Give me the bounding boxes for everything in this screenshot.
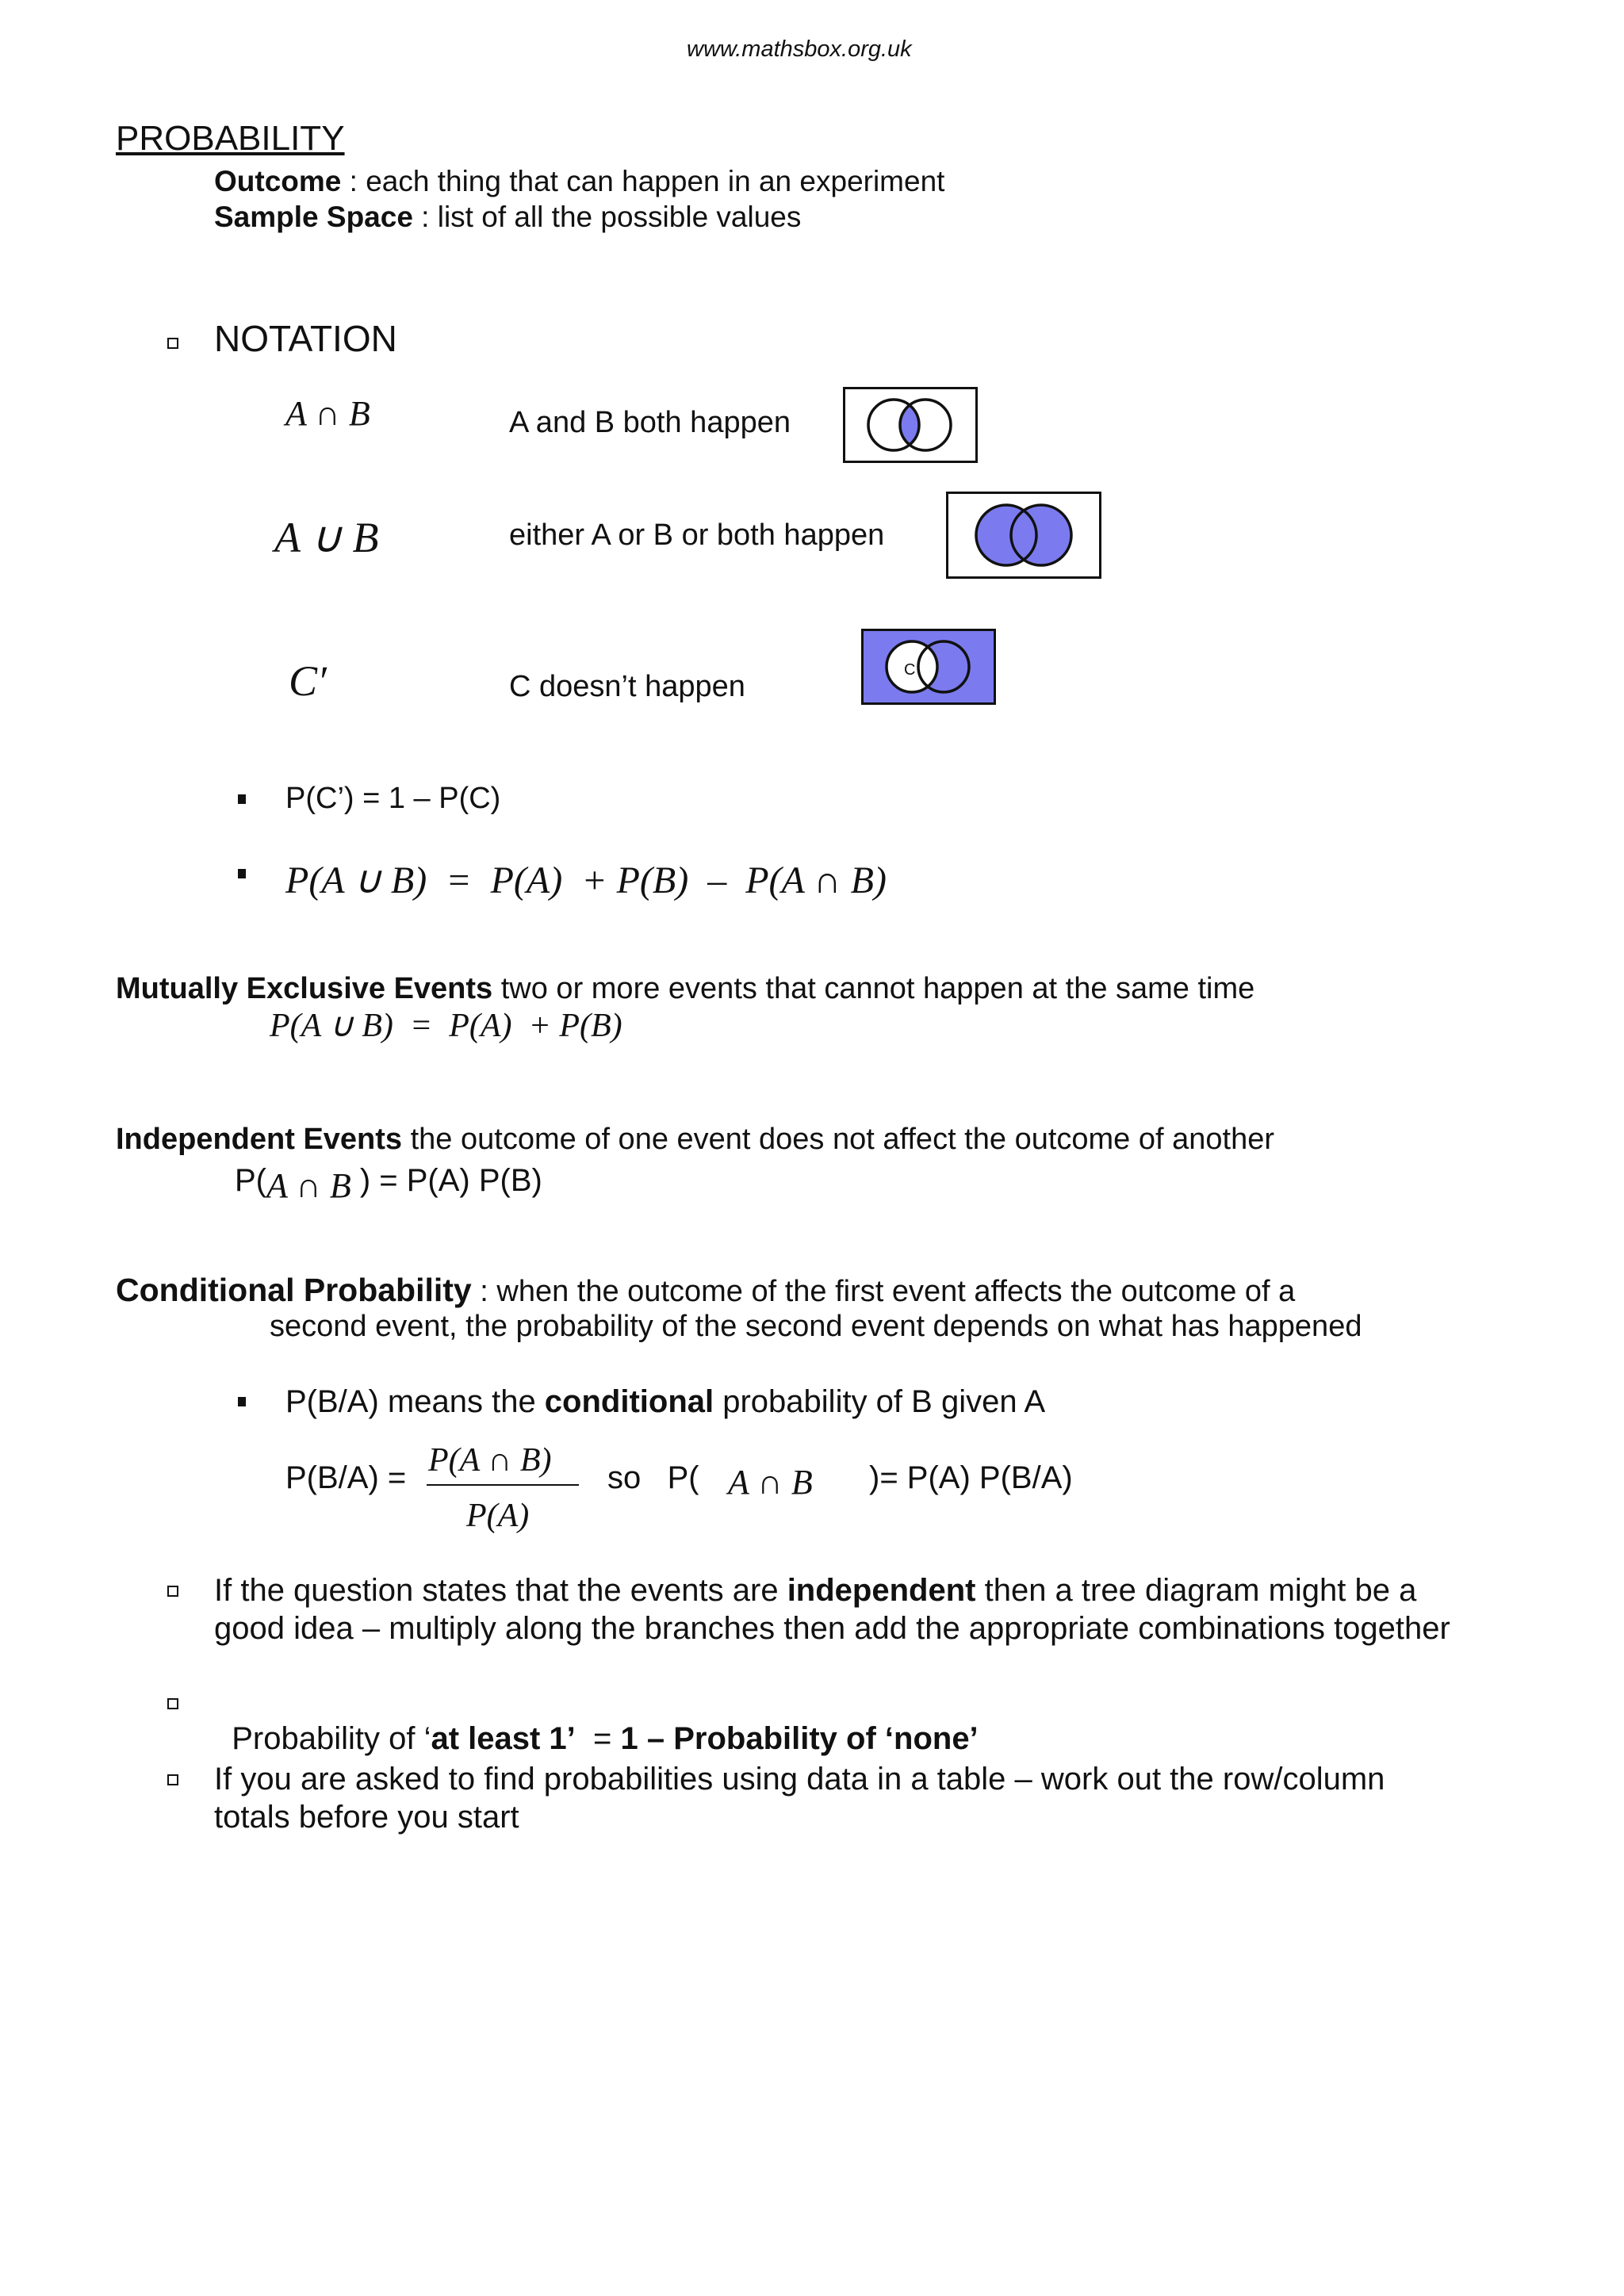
bullet-icon: [238, 794, 246, 804]
conditional-eq-lhs: P(B/A) =: [285, 1460, 407, 1495]
conditional-text-line2: second event, the probability of the second event depends on what has happened: [270, 1310, 1362, 1343]
tip-text: =: [575, 1721, 621, 1756]
checkbox-bullet-icon: [167, 1698, 178, 1709]
tip-independent: [214, 1573, 1416, 1609]
mutually-exclusive-definition: [116, 972, 1254, 1006]
conditional-text: : when the outcome of the first event affects the outcome of a: [471, 1275, 1296, 1308]
venn-complement-label: C: [904, 661, 916, 679]
mutually-exclusive-formula: P(A ∪ B) = P(A) + P(B): [270, 1008, 622, 1044]
tip-bold: 1 – Probability of ‘none’: [620, 1721, 979, 1756]
header-url: www.mathsbox.org.uk: [687, 36, 912, 62]
conditional-eq-numerator: P(A ∩ B): [428, 1442, 552, 1479]
conditional-definition: [116, 1272, 1295, 1309]
tip-bold: at least 1’: [431, 1721, 576, 1756]
tip-text: then a tree diagram might be a: [975, 1573, 1417, 1608]
venn-complement-icon: [861, 629, 996, 705]
page-title: PROBABILITY: [116, 119, 345, 158]
independent-formula-suffix: ) = P(A) P(B): [350, 1163, 542, 1198]
conditional-eq-rhs: )= P(A) P(B/A): [869, 1460, 1073, 1495]
rule-addition: P(A ∪ B) = P(A) + P(B) – P(A ∩ B): [285, 859, 887, 901]
tip-table: If you are asked to find probabilities using data in a table – work out the row/column: [214, 1762, 1385, 1797]
definition-text: : each thing that can happen in an experiment: [341, 165, 945, 197]
checkbox-bullet-icon: [167, 1774, 178, 1785]
tip-bold: independent: [787, 1573, 976, 1608]
definition-sample-space: [214, 201, 801, 234]
independent-text: the outcome of one event does not affect the outcome of another: [402, 1123, 1275, 1156]
definition-text: : list of all the possible values: [412, 201, 802, 233]
checkbox-bullet-icon: [167, 338, 178, 349]
definition-term: Sample Space: [214, 201, 413, 233]
mutually-exclusive-term: Mutually Exclusive Events: [116, 972, 493, 1005]
checkbox-bullet-icon: [167, 1586, 178, 1597]
symbol-intersection: A ∩ B: [285, 394, 370, 433]
notation-heading: NOTATION: [214, 318, 397, 359]
definition-term: Outcome: [214, 165, 342, 197]
tip-text: If the question states that the events are: [214, 1573, 787, 1608]
bullet-icon: [238, 869, 246, 878]
venn-union-icon: [946, 492, 1101, 579]
tip-at-least-one: [214, 1686, 979, 1757]
notation-text-union: either A or B or both happen: [509, 519, 885, 552]
bullet-icon: [238, 1397, 246, 1406]
fraction-line: [427, 1484, 579, 1486]
conditional-term: Conditional Probability: [116, 1272, 472, 1308]
venn-intersection-icon: [843, 387, 978, 463]
independent-term: Independent Events: [116, 1123, 403, 1156]
independent-formula-symbol: A ∩ B: [266, 1166, 351, 1205]
symbol-complement: C′: [289, 657, 327, 705]
definition-outcome: [214, 165, 944, 198]
independent-formula: [235, 1159, 542, 1205]
notation-text-complement: C doesn’t happen: [509, 670, 745, 703]
independent-formula-prefix: P(: [235, 1163, 266, 1198]
conditional-eq-so: so P(: [607, 1460, 699, 1495]
conditional-bullet-bold: conditional: [544, 1384, 714, 1419]
conditional-eq-symbol: A ∩ B: [728, 1463, 813, 1502]
conditional-bullet-post: probability of B given A: [714, 1384, 1046, 1419]
conditional-eq-denominator: P(A): [466, 1498, 530, 1534]
mutually-exclusive-text: two or more events that cannot happen at the same time: [492, 972, 1255, 1005]
tip-table-line2: totals before you start: [214, 1800, 519, 1835]
independent-definition: [116, 1123, 1274, 1157]
tip-independent-line2: good idea – multiply along the branches then add the appropriate combinations together: [214, 1611, 1450, 1646]
rule-complement: P(C’) = 1 – P(C): [285, 782, 501, 815]
conditional-bullet: [285, 1384, 1045, 1420]
notation-text-intersection: A and B both happen: [509, 406, 791, 439]
symbol-union: A ∪ B: [274, 514, 379, 561]
tip-text: Probability of ‘: [232, 1721, 431, 1756]
conditional-bullet-pre: P(B/A) means the: [285, 1384, 545, 1419]
